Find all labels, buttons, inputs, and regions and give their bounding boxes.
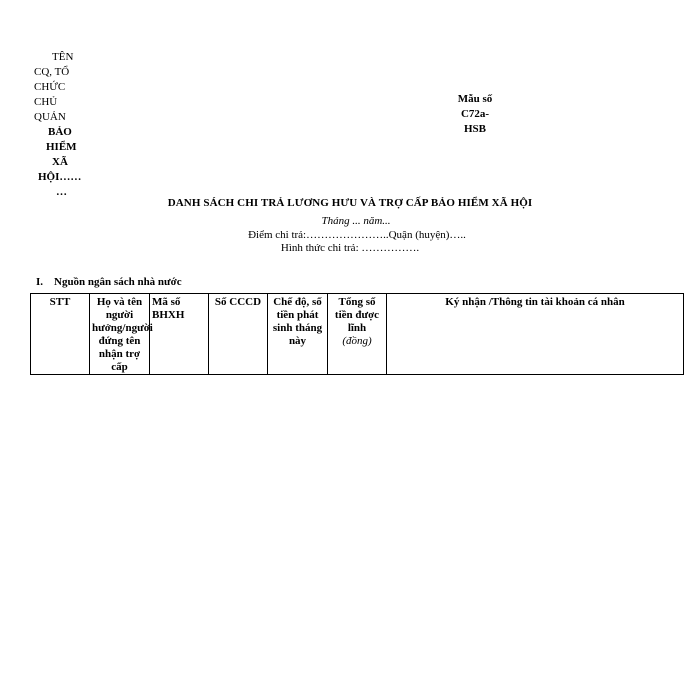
insurance-line: BẢO: [48, 126, 72, 138]
col-total: Tổng số tiền được lĩnh (đồng): [328, 294, 387, 375]
agency-line: TÊN: [52, 51, 74, 63]
insurance-line: HỘI……: [38, 171, 82, 183]
section-number: I.: [36, 276, 44, 288]
form-code-line: Mẫu số: [457, 93, 493, 105]
agency-line: QUẢN: [34, 111, 66, 123]
form-code-line: C72a-: [460, 108, 490, 120]
col-regime: Chế độ, số tiền phát sinh tháng này: [268, 294, 328, 375]
section-heading: [36, 276, 182, 288]
agency-line: CHỨC: [34, 81, 66, 93]
insurance-line: …: [56, 186, 67, 198]
form-code: [455, 92, 495, 137]
insurance-line: XÃ: [52, 156, 68, 168]
col-stt: STT: [31, 294, 90, 375]
col-bhxh: Mã số BHXH: [150, 294, 209, 375]
col-cccd: Số CCCD: [209, 294, 268, 375]
payment-point-line: Điểm chi trả:…………………..Quận (huyện)…..: [248, 229, 466, 241]
agency-line: CQ, TỔ: [34, 66, 70, 78]
payment-table: [30, 293, 684, 375]
payment-method-line: Hình thức chi trả: …………….: [280, 242, 420, 254]
col-name: Họ và tên người hưởng/người đứng tên nhận trợ cấp: [90, 294, 150, 375]
section-label: Nguồn ngân sách nhà nước: [54, 276, 182, 288]
col-total-unit: (đồng): [342, 335, 372, 347]
document-title: DANH SÁCH CHI TRẢ LƯƠNG HƯU VÀ TRỢ CẤP BẢO HIỂM XÃ HỘI: [167, 197, 533, 209]
agency-header: [34, 50, 88, 200]
col-signature: Ký nhận /Thông tin tài khoản cá nhân: [387, 294, 684, 375]
form-code-line: HSB: [463, 123, 486, 135]
table-header-row: [31, 294, 684, 375]
month-line: Tháng ... năm...: [321, 215, 391, 227]
insurance-line: HIỂM: [46, 141, 77, 153]
agency-line: CHỦ: [34, 96, 58, 108]
